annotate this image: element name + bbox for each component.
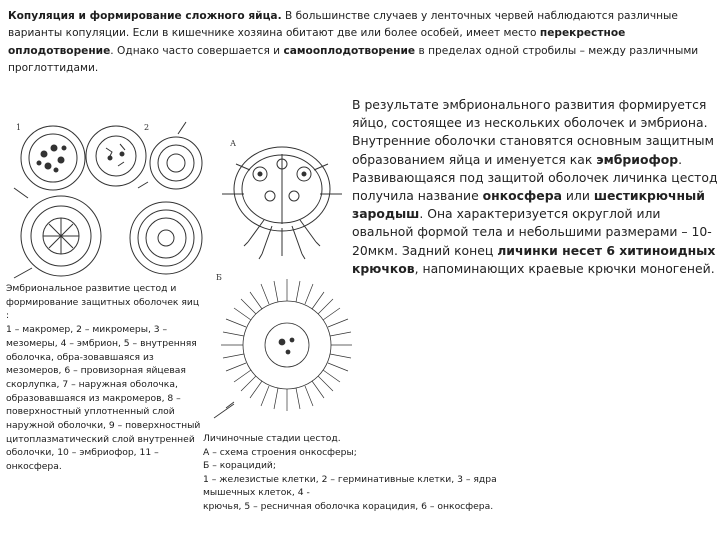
left-figure-caption: Эмбриональное развитие цестод и формирование защитных оболочек яиц : 1 – макромер, 2 – микромеры, 3 – мезомеры, 4 – эмбрион, 5 – внутренняя оболочка, обра-зовавшаяся из мезомеров, 6 – провизорная яйцевая скорлупка, 7 – наружная оболочка, образовавшаяся из макромеров, 8 – поверхностный уплотненный слой наружной оболочки, 9 – поверхностный цитоплазматический слой внутренней оболочки, 10 – эмбриофор, 11 – онкосфера. bbox=[6, 283, 201, 473]
p2-part-c: или bbox=[561, 188, 594, 204]
larval-stages-caption: Личиночные стадии цестод. А – схема строения онкосферы; Б – корацидий; 1 – железистые клетки, 2 – герминативные клетки, 3 – ядра мышечных клеток, 4 - крючья, 5 – ресничная оболочка корацидия, 6 – онкосфера. bbox=[203, 433, 497, 512]
term-self-fertilization: самооплодотворение bbox=[283, 44, 416, 57]
p2-part-a: Внутренние оболочки становятся основным защитным образованием яйца и именуется как bbox=[352, 133, 714, 167]
oncosphere-drawing bbox=[212, 124, 352, 264]
intro-text-2: . Однако часто совершается и bbox=[110, 44, 284, 57]
intro-text-3: в пределах одной стробилы – между различными проглоттидами. bbox=[8, 44, 699, 74]
right-column-text bbox=[352, 96, 718, 278]
term-cross-fertilization: перекрестное оплодотворение bbox=[8, 27, 626, 57]
term-six-hooked-embryo: шестикрючный зародыш bbox=[352, 188, 705, 222]
right-paragraph-2 bbox=[352, 132, 718, 278]
p2-part-b: . Развивающаяся под защитой оболочек личинка цестод получила название bbox=[352, 151, 718, 204]
term-oncosphere: онкосфера bbox=[482, 188, 562, 204]
embryo-label-1: 1 bbox=[16, 123, 22, 132]
embryo-label-2: 2 bbox=[144, 123, 150, 132]
term-embryophore: эмбриофор bbox=[596, 151, 679, 167]
embryonic-development-figure bbox=[6, 118, 206, 283]
right-paragraph-1: В результате эмбрионального развития формируется яйцо, состоящее из нескольких оболочек и эмбриона. bbox=[352, 97, 708, 131]
intro-paragraph bbox=[8, 8, 713, 77]
coracidium-label-b: Б bbox=[216, 273, 222, 282]
intro-text-1: В большинстве случаев у ленточных червей наблюдаются различные варианты копуляции. Если в кишечнике хозяина обитают две или более особей, имеет место bbox=[8, 10, 678, 40]
p2-part-d: . Она характеризуется округлой или овальной формой тела и небольшими размерами – 10-20мкм. Задний конец bbox=[352, 206, 712, 258]
term-larva-hooks: личинки несет 6 хитиноидных крючков bbox=[352, 242, 716, 276]
p2-part-e: , напоминающих краевые крючки моногеней. bbox=[414, 260, 715, 276]
coracidium-drawing bbox=[212, 270, 352, 425]
embryo-drawings bbox=[6, 118, 206, 283]
intro-heading: Копуляция и формирование сложного яйца. bbox=[8, 10, 282, 22]
coracidium-figure bbox=[212, 270, 352, 425]
oncosphere-figure bbox=[212, 124, 352, 264]
oncosphere-label-a: А bbox=[230, 139, 237, 148]
